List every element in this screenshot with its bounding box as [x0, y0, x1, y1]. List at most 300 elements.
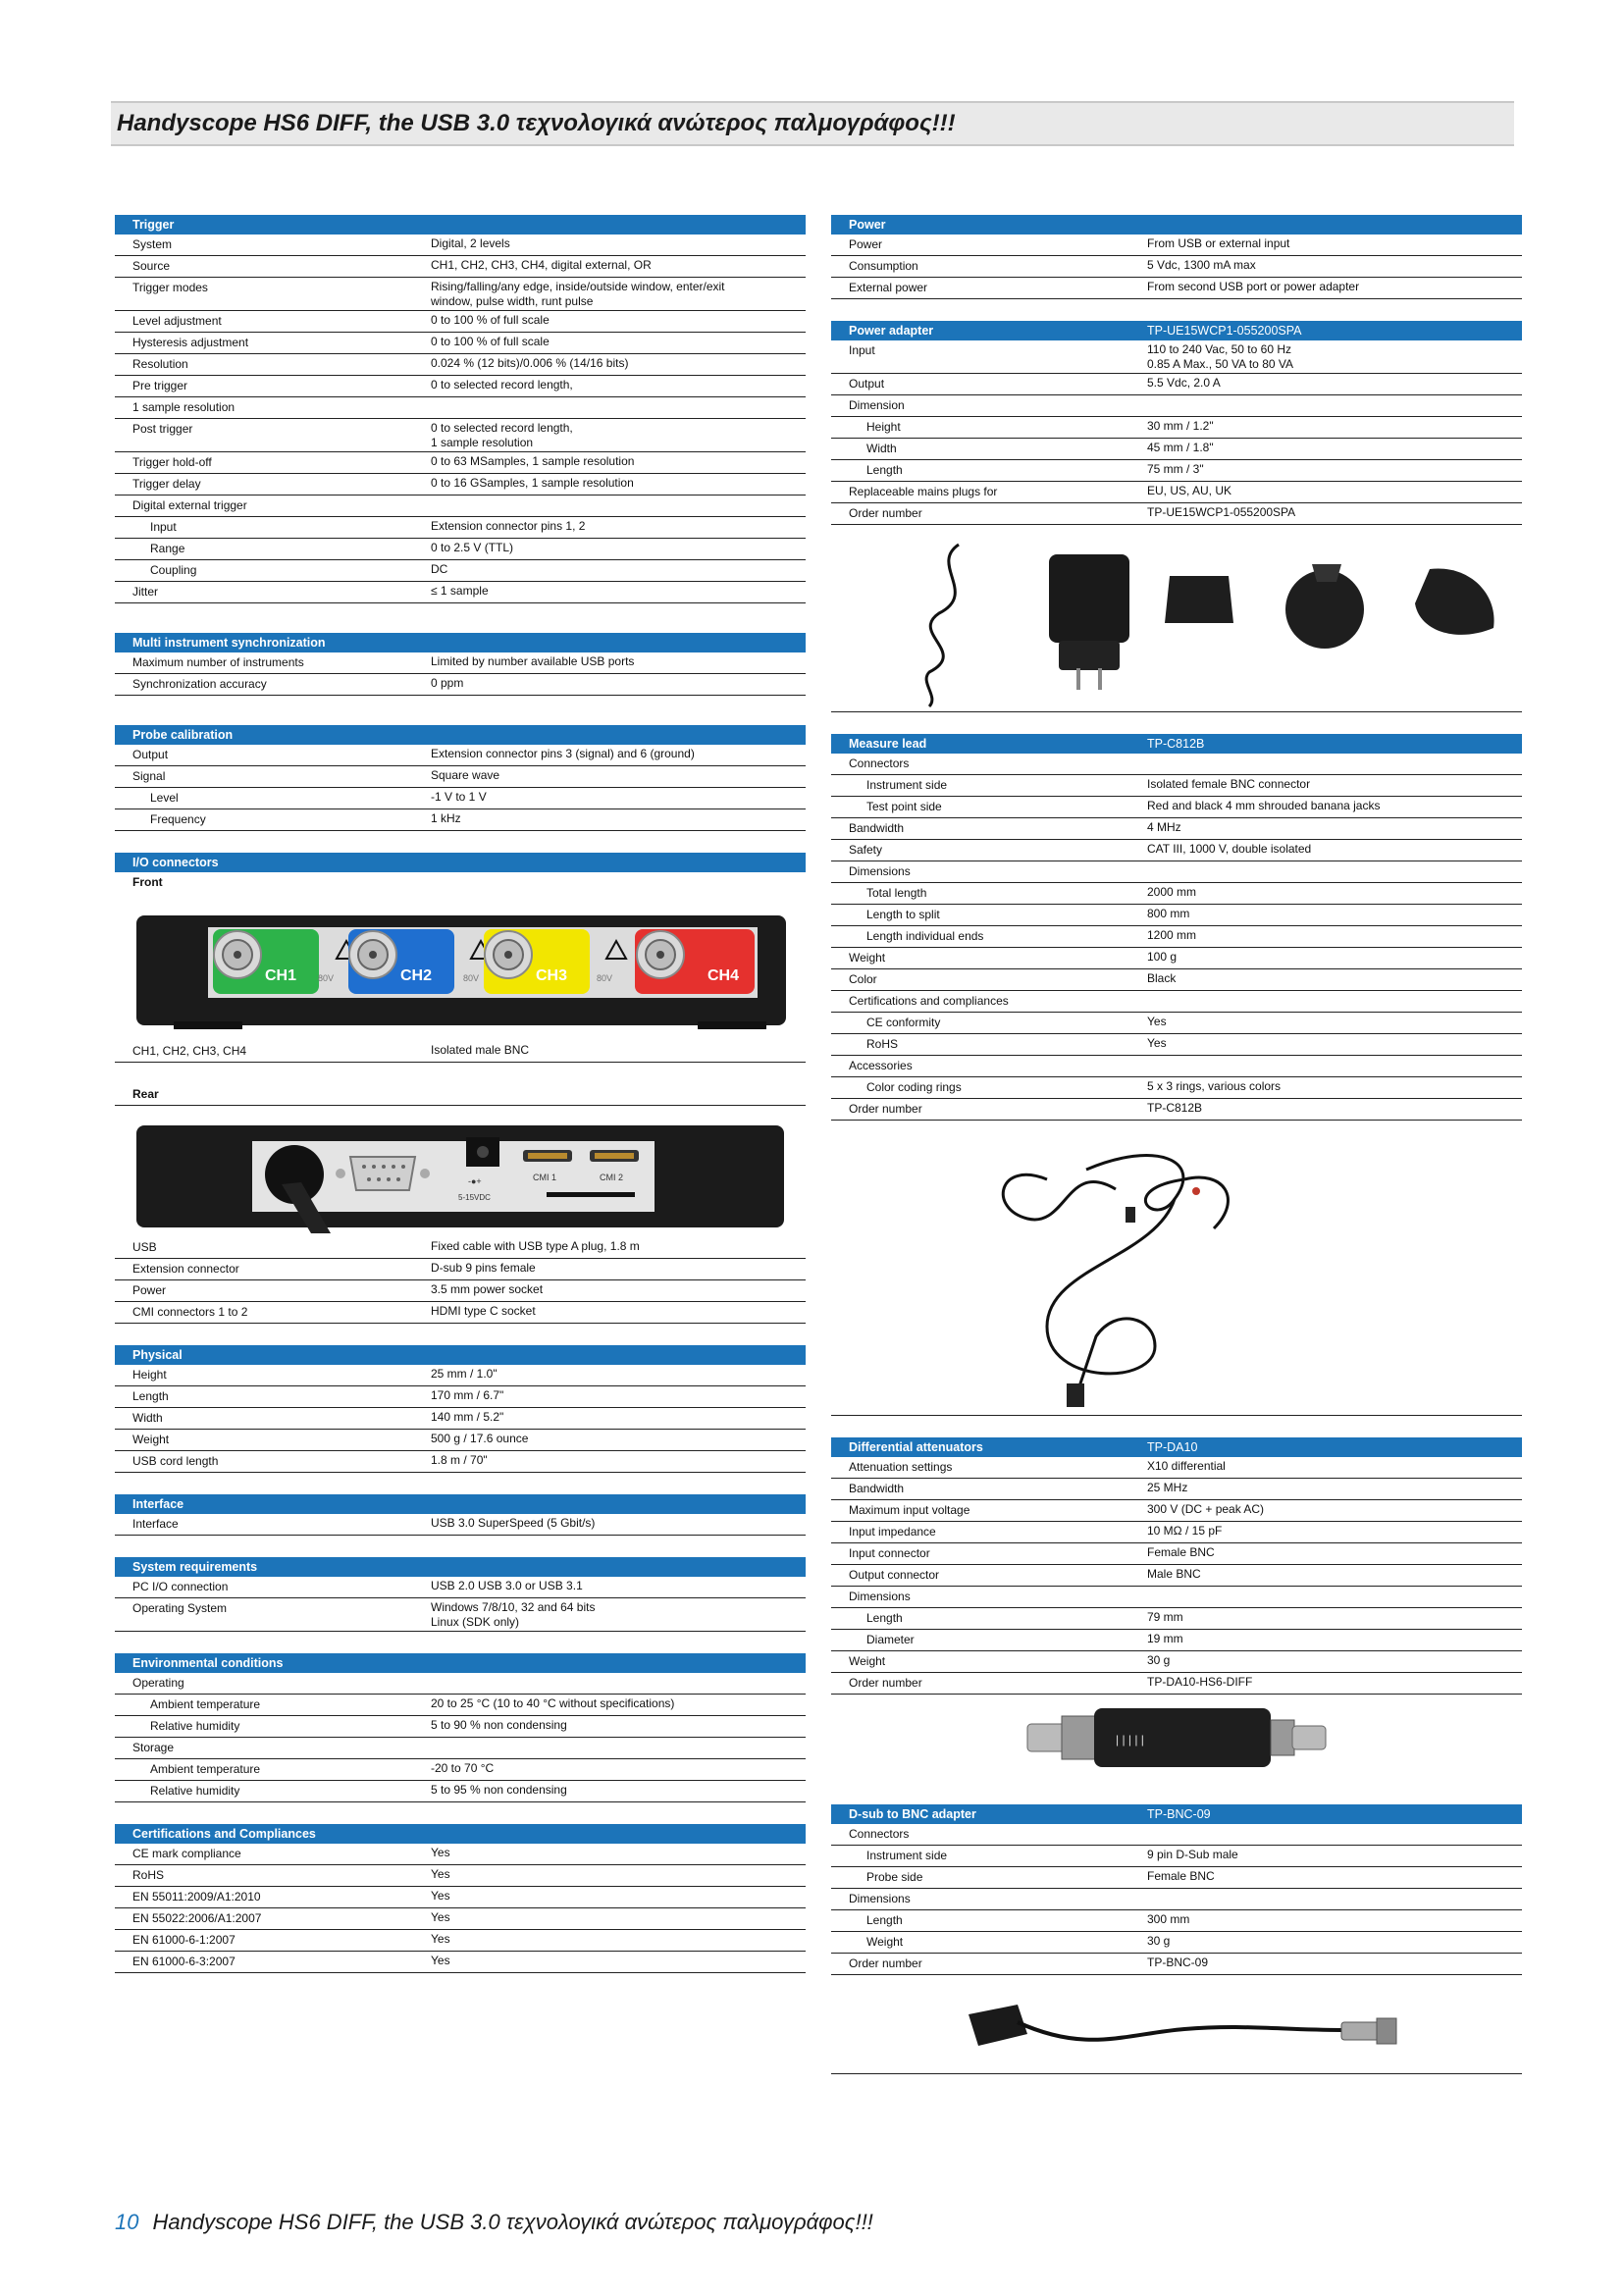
svg-text:80V: 80V: [318, 973, 335, 983]
spec-value: 1200 mm: [1147, 928, 1197, 942]
spec-label: Probe side: [866, 1870, 923, 1884]
spec-label: Order number: [849, 1102, 922, 1116]
section-header: Probe calibration: [115, 725, 806, 745]
spec-value: 20 to 25 °C (10 to 40 °C without specifications): [431, 1696, 675, 1710]
spec-row: [115, 452, 806, 474]
spec-row: [115, 376, 806, 397]
spec-value: 0 to 16 GSamples, 1 sample resolution: [431, 476, 634, 490]
spec-value: TP-BNC-09: [1147, 1956, 1209, 1969]
spec-value: [1147, 863, 1522, 878]
spec-row: [831, 503, 1522, 525]
spec-value: From USB or external input: [1147, 236, 1290, 250]
spec-row: [115, 788, 806, 809]
spec-label: Accessories: [849, 1059, 913, 1072]
spec-label: Power: [132, 1283, 167, 1297]
spec-value: 0 to selected record length,: [431, 378, 573, 391]
spec-label: CMI connectors 1 to 2: [132, 1305, 248, 1319]
spec-row: [831, 417, 1522, 439]
spec-row: [115, 311, 806, 333]
spec-row: [115, 474, 806, 496]
spec-value: 800 mm: [1147, 907, 1190, 920]
spec-row: [831, 991, 1522, 1013]
spec-label: Relative humidity: [150, 1719, 240, 1733]
spec-row: [115, 1514, 806, 1536]
spec-row: [831, 948, 1522, 969]
spec-value: Yes: [1147, 1036, 1167, 1050]
spec-row: [115, 1844, 806, 1865]
spec-row: [115, 333, 806, 354]
spec-row: [115, 1908, 806, 1930]
spec-value: ≤ 1 sample: [431, 584, 489, 598]
spec-row: [831, 1077, 1522, 1099]
spec-row: [831, 1932, 1522, 1954]
interface-section: [115, 1494, 806, 1536]
spec-value: 140 mm / 5.2": [431, 1410, 504, 1424]
spec-row: [831, 235, 1522, 256]
ch2-label: CH2: [400, 967, 433, 984]
spec-value: [1147, 993, 1522, 1008]
spec-row: [115, 582, 806, 603]
spec-label: Dimension: [849, 398, 905, 412]
spec-label: Diameter: [866, 1633, 915, 1646]
spec-row: [831, 1056, 1522, 1077]
spec-value: 110 to 240 Vac, 50 to 60 Hz 0.85 A Max., 50 VA to 80 VA: [1147, 342, 1293, 371]
spec-row: [831, 1565, 1522, 1587]
spec-row: [115, 1865, 806, 1887]
spec-label: Resolution: [132, 357, 188, 371]
spec-row: [115, 517, 806, 539]
spec-value: [431, 1740, 806, 1754]
sysreq-section: [115, 1557, 806, 1632]
spec-row: [115, 1430, 806, 1451]
spec-value: HDMI type C socket: [431, 1304, 536, 1318]
spec-label: Storage: [132, 1741, 175, 1754]
section-header: Environmental conditions: [115, 1653, 806, 1673]
spec-row: [115, 1259, 806, 1280]
dsub-section: [831, 1804, 1522, 2074]
section-header: Interface: [115, 1494, 806, 1514]
spec-value: USB 2.0 USB 3.0 or USB 3.1: [431, 1579, 583, 1592]
spec-value: Yes: [431, 1889, 450, 1903]
spec-label: Input: [849, 343, 875, 357]
spec-value: Yes: [431, 1867, 450, 1881]
spec-value: 75 mm / 3": [1147, 462, 1204, 476]
spec-label: Jitter: [132, 585, 159, 599]
spec-row: [831, 1608, 1522, 1630]
spec-row: [831, 1500, 1522, 1522]
dsub-adapter-image: [831, 1975, 1522, 2074]
spec-value: TP-UE15WCP1-055200SPA: [1147, 505, 1296, 519]
spec-label: Trigger hold-off: [132, 455, 212, 469]
spec-label: Dimensions: [849, 864, 911, 878]
lead-section: [831, 734, 1522, 1416]
spec-value: Extension connector pins 1, 2: [431, 519, 586, 533]
spec-value: Female BNC: [1147, 1869, 1215, 1883]
spec-label: USB: [132, 1240, 157, 1254]
spec-row: [831, 482, 1522, 503]
spec-label: Digital external trigger: [132, 498, 247, 512]
spec-label: Operating: [132, 1676, 184, 1690]
page-footer: [115, 2210, 873, 2235]
spec-label: Pre trigger: [132, 379, 188, 392]
spec-row: [115, 1577, 806, 1598]
spec-row: [831, 1099, 1522, 1121]
spec-value: 100 g: [1147, 950, 1178, 964]
spec-row: [831, 1522, 1522, 1543]
spec-label: Connectors: [849, 1827, 910, 1841]
spec-label: System: [132, 237, 173, 251]
section-header: Power adapter TP-UE15WCP1-055200SPA: [831, 321, 1522, 340]
spec-label: RoHS: [866, 1037, 899, 1051]
power-section: [831, 215, 1522, 299]
spec-row: [115, 354, 806, 376]
spec-label: Maximum input voltage: [849, 1503, 970, 1517]
spec-value: 0.024 % (12 bits)/0.006 % (14/16 bits): [431, 356, 629, 370]
spec-row: [115, 1738, 806, 1759]
spec-label: Trigger modes: [132, 281, 208, 294]
spec-label: Power: [849, 237, 883, 251]
spec-value: 45 mm / 1.8": [1147, 441, 1214, 454]
adapter-section: [831, 321, 1522, 712]
spec-value: -20 to 70 °C: [431, 1761, 495, 1775]
spec-value: 19 mm: [1147, 1632, 1183, 1645]
spec-value: 1.8 m / 70": [431, 1453, 488, 1467]
spec-row: [115, 1598, 806, 1632]
spec-value: D-sub 9 pins female: [431, 1261, 536, 1275]
spec-row: [115, 1759, 806, 1781]
spec-value: Extension connector pins 3 (signal) and 6 (ground): [431, 747, 695, 760]
spec-row: [831, 1867, 1522, 1889]
section-header: Multi instrument synchronization: [115, 633, 806, 652]
spec-label: Weight: [849, 951, 886, 965]
spec-label: Order number: [849, 1676, 922, 1690]
spec-value: Yes: [431, 1910, 450, 1924]
spec-value: 10 MΩ / 15 pF: [1147, 1524, 1223, 1538]
svg-text:| | | | |: | | | | |: [1116, 1733, 1144, 1747]
spec-row: [831, 256, 1522, 278]
spec-label: Operating System: [132, 1601, 228, 1615]
spec-value: 5 Vdc, 1300 mA max: [1147, 258, 1256, 272]
spec-row: [831, 1846, 1522, 1867]
spec-label: EN 55022:2006/A1:2007: [132, 1911, 262, 1925]
spec-label: Height: [866, 420, 901, 434]
svg-text:-●+: -●+: [468, 1176, 482, 1186]
spec-label: Consumption: [849, 259, 918, 273]
spec-value: [1147, 1891, 1522, 1905]
spec-value: 2000 mm: [1147, 885, 1197, 899]
spec-row: [831, 883, 1522, 905]
spec-row: [115, 539, 806, 560]
spec-value: Digital, 2 levels: [431, 236, 510, 250]
page-title: Handyscope HS6 DIFF, the USB 3.0 τεχνολογικά ανώτερος παλμογράφος!!!: [117, 110, 956, 136]
left-column: [115, 215, 806, 1973]
section-header: Differential attenuators TP-DA10: [831, 1437, 1522, 1457]
spec-label: Length: [866, 1913, 903, 1927]
spec-value: Rising/falling/any edge, inside/outside window, enter/exit window, pulse width, runt pulse: [431, 280, 725, 308]
rear-subheader: Rear: [115, 1084, 806, 1106]
spec-value: 5 to 95 % non condensing: [431, 1783, 567, 1797]
spec-value: 500 g / 17.6 ounce: [431, 1432, 529, 1445]
spec-label: EN 55011:2009/A1:2010: [132, 1890, 261, 1904]
spec-value: X10 differential: [1147, 1459, 1226, 1473]
section-header: D-sub to BNC adapter TP-BNC-09: [831, 1804, 1522, 1824]
diff-section: [831, 1437, 1522, 1791]
spec-label: EN 61000-6-1:2007: [132, 1933, 236, 1947]
front-connector-row: CH1, CH2, CH3, CH4 Isolated male BNC: [115, 1041, 806, 1063]
spec-label: EN 61000-6-3:2007: [132, 1955, 236, 1968]
spec-value: [1147, 397, 1522, 412]
spec-value: 170 mm / 6.7": [431, 1388, 504, 1402]
spec-value: 0 to 63 MSamples, 1 sample resolution: [431, 454, 635, 468]
spec-row: [115, 278, 806, 311]
spec-value: 0 to selected record length, 1 sample resolution: [431, 421, 573, 449]
spec-label: Instrument side: [866, 778, 948, 792]
spec-row: [831, 1954, 1522, 1975]
spec-row: [115, 1365, 806, 1386]
probe-section: [115, 725, 806, 831]
spec-label: USB cord length: [132, 1454, 219, 1468]
spec-value: USB 3.0 SuperSpeed (5 Gbit/s): [431, 1516, 596, 1530]
spec-value: [1147, 1589, 1522, 1603]
spec-label: Bandwidth: [849, 1482, 905, 1495]
trigger-section: [115, 215, 806, 603]
spec-label: Safety: [849, 843, 883, 857]
spec-row: [831, 1457, 1522, 1479]
spec-label: Extension connector: [132, 1262, 239, 1276]
spec-label: Trigger delay: [132, 477, 201, 491]
spec-row: [115, 1673, 806, 1695]
spec-label: Length individual ends: [866, 929, 984, 943]
spec-value: 300 V (DC + peak AC): [1147, 1502, 1265, 1516]
spec-value: Isolated female BNC connector: [1147, 777, 1311, 791]
cmi1-label: CMI 1: [533, 1173, 557, 1182]
ch1-label: CH1: [265, 967, 297, 984]
spec-value: DC: [431, 562, 448, 576]
spec-label: Ambient temperature: [150, 1697, 261, 1711]
spec-label: Synchronization accuracy: [132, 677, 267, 691]
spec-row: [115, 1386, 806, 1408]
spec-label: Level adjustment: [132, 314, 222, 328]
spec-row: [115, 1887, 806, 1908]
spec-label: Range: [150, 542, 185, 555]
spec-row: [831, 840, 1522, 861]
spec-value: CH1, CH2, CH3, CH4, digital external, OR: [431, 258, 652, 272]
section-header: Power: [831, 215, 1522, 235]
spec-value: 5 to 90 % non condensing: [431, 1718, 567, 1732]
spec-row: [831, 1630, 1522, 1651]
spec-row: [831, 754, 1522, 775]
spec-value: Yes: [431, 1954, 450, 1967]
spec-row: [831, 1479, 1522, 1500]
spec-label: Hysteresis adjustment: [132, 336, 249, 349]
spec-label: CE conformity: [866, 1016, 941, 1029]
spec-row: [831, 1543, 1522, 1565]
ch3-label: CH3: [536, 967, 568, 984]
diff-attenuator-image: [831, 1695, 1522, 1791]
spec-label: Input: [150, 520, 177, 534]
spec-value: Black: [1147, 971, 1177, 985]
spec-row: [831, 1673, 1522, 1695]
ch4-label: CH4: [707, 967, 740, 984]
spec-value: 5 x 3 rings, various colors: [1147, 1079, 1282, 1093]
spec-value: Male BNC: [1147, 1567, 1201, 1581]
spec-row: [115, 1952, 806, 1973]
footer-text: Handyscope HS6 DIFF, the USB 3.0 τεχνολογικά ανώτερος παλμογράφος!!!: [152, 2210, 873, 2234]
spec-row: [831, 905, 1522, 926]
spec-value: 0 to 2.5 V (TTL): [431, 541, 514, 554]
spec-row: [115, 1408, 806, 1430]
spec-label: Ambient temperature: [150, 1762, 261, 1776]
spec-label: Source: [132, 259, 171, 273]
spec-label: Color: [849, 972, 877, 986]
spec-label: Maximum number of instruments: [132, 655, 304, 669]
spec-label: Input connector: [849, 1546, 930, 1560]
power-adapter-image: [831, 525, 1522, 712]
spec-label: Order number: [849, 506, 922, 520]
spec-value: TP-DA10-HS6-DIFF: [1147, 1675, 1253, 1689]
spec-row: [115, 745, 806, 766]
section-header: System requirements: [115, 1557, 806, 1577]
spec-value: [431, 497, 806, 512]
spec-row: [115, 560, 806, 582]
spec-label: Length to split: [866, 908, 940, 921]
spec-label: Weight: [866, 1935, 904, 1949]
spec-value: 79 mm: [1147, 1610, 1183, 1624]
spec-value: Limited by number available USB ports: [431, 654, 635, 668]
spec-label: Output connector: [849, 1568, 940, 1582]
spec-label: Post trigger: [132, 422, 193, 436]
spec-label: CE mark compliance: [132, 1847, 241, 1860]
spec-value: 300 mm: [1147, 1912, 1190, 1926]
spec-row: [831, 926, 1522, 948]
rear-panel-image: [115, 1106, 806, 1237]
title-bar: [111, 101, 1514, 146]
spec-value: 0 ppm: [431, 676, 464, 690]
spec-row: [115, 652, 806, 674]
spec-row: [115, 1451, 806, 1473]
spec-row: [115, 419, 806, 452]
cert-section: [115, 1824, 806, 1973]
ch1-connector: [213, 929, 334, 994]
spec-label: Width: [132, 1411, 163, 1425]
spec-row: [831, 1034, 1522, 1056]
spec-value: [1147, 1058, 1522, 1072]
spec-label: RoHS: [132, 1868, 165, 1882]
sync-section: [115, 633, 806, 696]
spec-value: Female BNC: [1147, 1545, 1215, 1559]
spec-row: [831, 818, 1522, 840]
spec-row: [115, 1695, 806, 1716]
spec-row: [831, 439, 1522, 460]
spec-row: [115, 397, 806, 419]
spec-row: [115, 674, 806, 696]
spec-label: Order number: [849, 1956, 922, 1970]
spec-label: Length: [132, 1389, 169, 1403]
spec-label: Relative humidity: [150, 1784, 240, 1798]
spec-row: [831, 1013, 1522, 1034]
svg-text:80V: 80V: [597, 973, 613, 983]
spec-label: Interface: [132, 1517, 179, 1531]
spec-value: Square wave: [431, 768, 500, 782]
spec-value: 30 g: [1147, 1653, 1171, 1667]
spec-row: [831, 340, 1522, 374]
spec-row: [115, 809, 806, 831]
right-column: [831, 215, 1522, 2074]
spec-value: 5.5 Vdc, 2.0 A: [1147, 376, 1221, 390]
spec-label: Attenuation settings: [849, 1460, 953, 1474]
spec-label: Weight: [132, 1433, 170, 1446]
spec-row: [115, 1716, 806, 1738]
ch4-connector: [635, 929, 755, 994]
section-header: Certifications and Compliances: [115, 1824, 806, 1844]
spec-value: [431, 399, 806, 414]
spec-value: Yes: [1147, 1015, 1167, 1028]
spec-value: TP-C812B: [1147, 1101, 1203, 1115]
spec-value: 3.5 mm power socket: [431, 1282, 544, 1296]
page-number: 10: [115, 2210, 139, 2234]
spec-row: [115, 496, 806, 517]
spec-row: [831, 278, 1522, 299]
env-section: [115, 1653, 806, 1802]
spec-label: Input impedance: [849, 1525, 936, 1539]
spec-value: 9 pin D-Sub male: [1147, 1848, 1238, 1861]
spec-label: Output: [849, 377, 885, 391]
spec-value: EU, US, AU, UK: [1147, 484, 1232, 497]
spec-label: 1 sample resolution: [132, 400, 236, 414]
spec-value: [431, 1675, 806, 1690]
cmi2-label: CMI 2: [600, 1173, 624, 1182]
section-header: Measure lead TP-C812B: [831, 734, 1522, 754]
spec-row: [115, 235, 806, 256]
spec-value: Red and black 4 mm shrouded banana jacks: [1147, 799, 1381, 812]
spec-value: Yes: [431, 1932, 450, 1946]
spec-label: Length: [866, 1611, 903, 1625]
spec-row: [831, 861, 1522, 883]
spec-row: [115, 1237, 806, 1259]
spec-row: [831, 1910, 1522, 1932]
spec-label: Height: [132, 1368, 167, 1382]
svg-text:80V: 80V: [463, 973, 480, 983]
spec-value: [1147, 756, 1522, 770]
spec-label: Bandwidth: [849, 821, 905, 835]
spec-label: PC I/O connection: [132, 1580, 229, 1593]
spec-value: Fixed cable with USB type A plug, 1.8 m: [431, 1239, 640, 1253]
section-header: I/O connectors: [115, 853, 806, 872]
spec-value: 4 MHz: [1147, 820, 1181, 834]
spec-value: 0 to 100 % of full scale: [431, 335, 550, 348]
spec-value: Yes: [431, 1846, 450, 1859]
spec-label: Width: [866, 442, 897, 455]
spec-row: [115, 766, 806, 788]
section-header: Physical: [115, 1345, 806, 1365]
spec-value: 0 to 100 % of full scale: [431, 313, 550, 327]
spec-label: Frequency: [150, 812, 206, 826]
io-section: [115, 853, 806, 1324]
spec-value: CAT III, 1000 V, double isolated: [1147, 842, 1312, 856]
spec-label: Total length: [866, 886, 927, 900]
spec-label: Instrument side: [866, 1849, 948, 1862]
spec-label: Coupling: [150, 563, 197, 577]
spec-row: [115, 1302, 806, 1324]
spec-value: -1 V to 1 V: [431, 790, 487, 804]
spec-label: Signal: [132, 769, 166, 783]
front-panel-image: [115, 894, 806, 1041]
spec-label: Length: [866, 463, 903, 477]
spec-row: [831, 797, 1522, 818]
spec-label: Level: [150, 791, 179, 805]
spec-label: Replaceable mains plugs for: [849, 485, 998, 498]
spec-row: [831, 1824, 1522, 1846]
